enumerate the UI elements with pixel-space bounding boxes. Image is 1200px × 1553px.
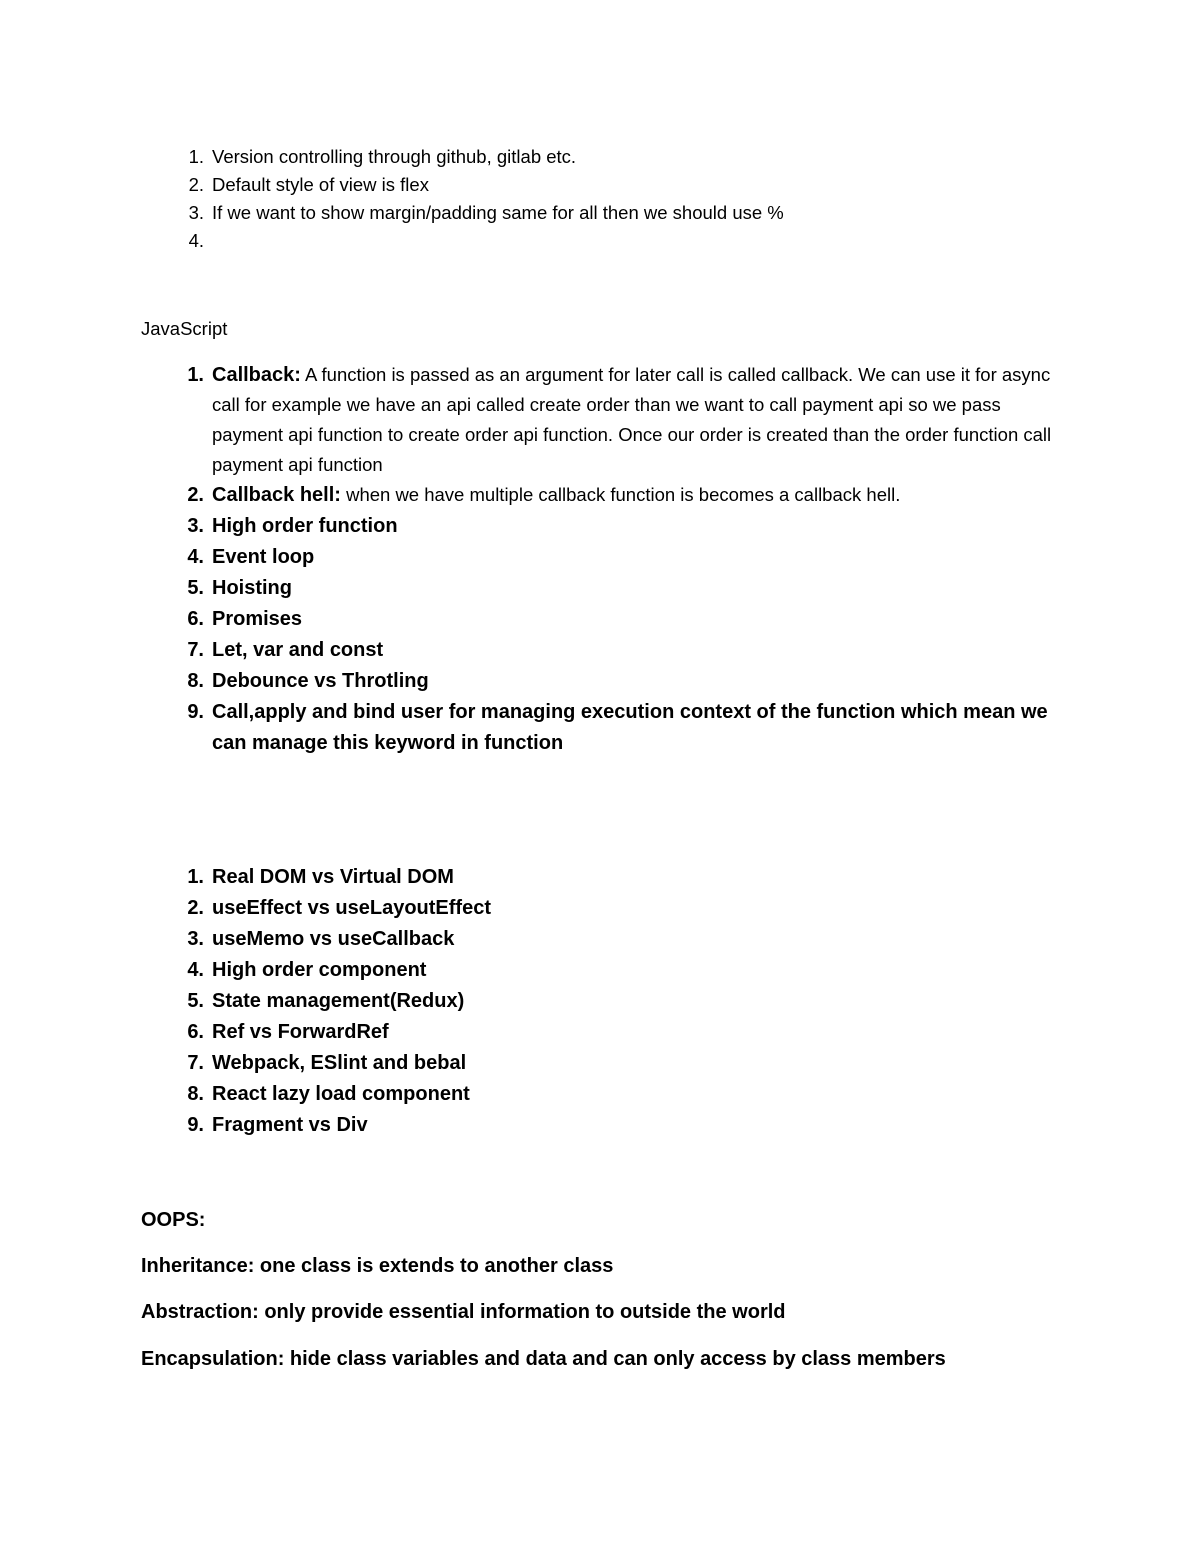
list-item-title: Debounce vs Throtling xyxy=(212,670,429,692)
list-number: 2. xyxy=(188,174,204,195)
list-number: 8. xyxy=(187,670,204,692)
list-item xyxy=(187,1110,1072,1141)
list-item xyxy=(187,955,1072,986)
list-item xyxy=(187,360,1072,480)
list-item xyxy=(187,604,1072,635)
list-number: 8. xyxy=(187,1083,204,1105)
list-number: 9. xyxy=(187,701,204,723)
general-notes-list xyxy=(188,143,1112,255)
list-item xyxy=(187,924,1072,955)
list-item-title: React lazy load component xyxy=(212,1083,470,1105)
list-item-text: Default style of view is flex xyxy=(212,174,429,195)
list-item-title: useMemo vs useCallback xyxy=(212,928,455,950)
list-number: 7. xyxy=(187,1052,204,1074)
list-number: 6. xyxy=(187,608,204,630)
list-number: 4. xyxy=(187,546,204,568)
list-item xyxy=(187,862,1072,893)
list-number: 7. xyxy=(187,639,204,661)
list-item xyxy=(187,480,1072,511)
list-item-description: A function is passed as an argument for later call is called callback. We can use it for async call for example we have an api called create order than we want to call payment api so we pass payment api function to create order api function. Once our order is created than the order function call payment api function xyxy=(212,364,1052,475)
list-number: 3. xyxy=(188,202,204,223)
list-number: 4. xyxy=(188,230,204,251)
list-item xyxy=(187,542,1072,573)
list-item-title: Event loop xyxy=(212,546,315,568)
list-item-description: when we have multiple callback function is becomes a callback hell. xyxy=(340,484,901,505)
list-item-title: Callback hell: xyxy=(212,484,341,506)
list-number: 9. xyxy=(187,1114,204,1136)
list-item-title: Call,apply and bind user for managing execution context of the function which mean we can manage this keyword in function xyxy=(212,701,1048,754)
list-item xyxy=(187,986,1072,1017)
list-item xyxy=(187,573,1072,604)
list-item xyxy=(188,171,1112,199)
list-number: 3. xyxy=(187,928,204,950)
list-number: 1. xyxy=(188,146,204,167)
list-item-title: useEffect vs useLayoutEffect xyxy=(212,897,491,919)
react-topics-list xyxy=(187,862,1072,1141)
list-number: 5. xyxy=(187,990,204,1012)
list-number: 5. xyxy=(187,577,204,599)
list-item xyxy=(187,511,1072,542)
oops-abstraction-line: Abstraction: only provide essential information to outside the world xyxy=(141,1301,786,1323)
list-item-title: Promises xyxy=(212,608,303,630)
list-item-text: Version controlling through github, gitlab etc. xyxy=(212,146,577,167)
list-item xyxy=(188,143,1112,171)
list-item xyxy=(187,697,1072,759)
list-item-title: High order function xyxy=(212,515,398,537)
list-item-title: Let, var and const xyxy=(212,639,384,661)
oops-encapsulation-line: Encapsulation: hide class variables and data and can only access by class members xyxy=(141,1348,946,1370)
list-number: 1. xyxy=(187,364,204,386)
list-item xyxy=(187,1079,1072,1110)
list-item-title: Callback: xyxy=(212,364,301,386)
list-item-title: State management(Redux) xyxy=(212,990,465,1012)
list-item-title: Real DOM vs Virtual DOM xyxy=(212,866,454,888)
list-item xyxy=(188,199,1112,227)
list-number: 4. xyxy=(187,959,204,981)
oops-inheritance-line: Inheritance: one class is extends to another class xyxy=(141,1255,614,1277)
oops-heading: OOPS: xyxy=(141,1209,206,1231)
list-number: 1. xyxy=(187,866,204,888)
list-item xyxy=(187,1017,1072,1048)
list-item xyxy=(188,227,1112,255)
list-item xyxy=(187,1048,1072,1079)
list-number: 3. xyxy=(187,515,204,537)
list-item xyxy=(187,635,1072,666)
list-item-title: Fragment vs Div xyxy=(212,1114,368,1136)
list-number: 2. xyxy=(187,484,204,506)
list-item-title: High order component xyxy=(212,959,427,981)
list-number: 2. xyxy=(187,897,204,919)
javascript-topics-list xyxy=(187,360,1072,759)
list-item-title: Webpack, ESlint and bebal xyxy=(212,1052,467,1074)
list-item-text: If we want to show margin/padding same for all then we should use % xyxy=(212,202,784,223)
list-item-title: Hoisting xyxy=(212,577,292,599)
list-number: 6. xyxy=(187,1021,204,1043)
list-item xyxy=(187,666,1072,697)
javascript-heading: JavaScript xyxy=(141,318,228,339)
list-item-title: Ref vs ForwardRef xyxy=(212,1021,389,1043)
list-item xyxy=(187,893,1072,924)
